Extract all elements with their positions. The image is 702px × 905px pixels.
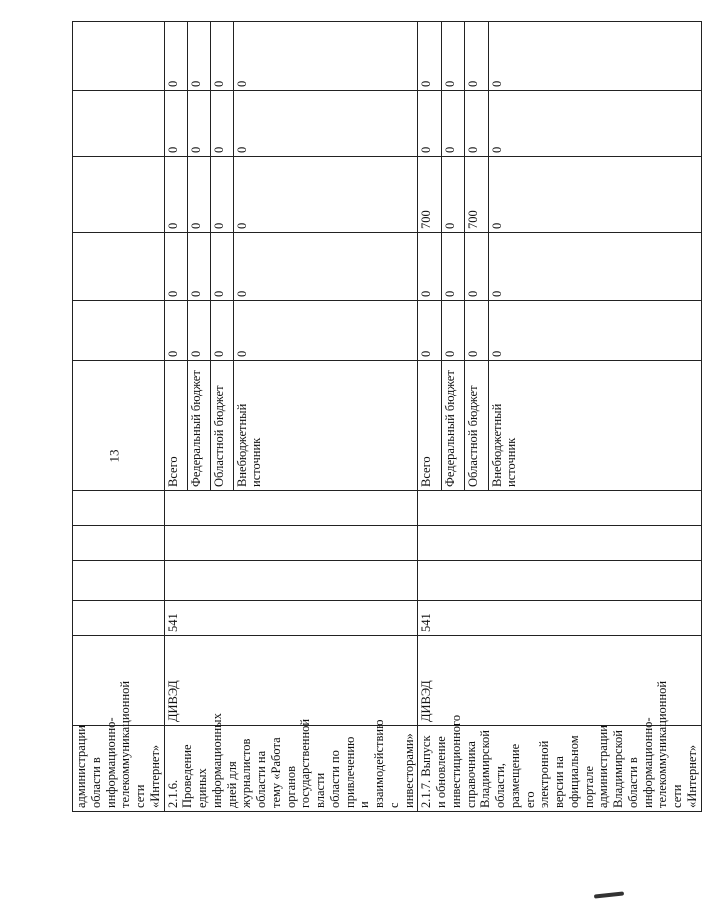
- value-cell: 0: [441, 301, 464, 361]
- value-cell: 0: [441, 91, 464, 157]
- blank-cell: [73, 491, 165, 526]
- value-cell: 0: [164, 91, 187, 157]
- value-cell: 0: [210, 22, 233, 91]
- value-cell: 0: [488, 91, 701, 157]
- blank-cell: [418, 491, 701, 526]
- blank-cell: [164, 526, 418, 561]
- value-cell: 0: [418, 22, 441, 91]
- value-cell: 0: [210, 233, 233, 301]
- value-cell: 0: [488, 233, 701, 301]
- value-cell: 0: [418, 301, 441, 361]
- source-cell: [73, 361, 165, 491]
- source-cell: Внебюджетный источник: [488, 361, 701, 491]
- value-cell: 0: [488, 301, 701, 361]
- value-cell: 0: [441, 22, 464, 91]
- value-cell: [73, 157, 165, 233]
- value-cell: 0: [465, 91, 488, 157]
- value-cell: 0: [441, 233, 464, 301]
- measure-name-cell: администрации области в информационно-телекоммуникационной сети «Интернет»: [73, 726, 165, 812]
- value-cell: 0: [210, 91, 233, 157]
- page-number: 13: [106, 449, 122, 463]
- value-cell: 0: [164, 301, 187, 361]
- blank-cell: [73, 561, 165, 601]
- source-cell: Областной бюджет: [465, 361, 488, 491]
- rotated-table-wrapper: [72, 22, 699, 812]
- source-cell: Внебюджетный источник: [233, 361, 418, 491]
- value-cell: 0: [418, 91, 441, 157]
- source-cell: Федеральный бюджет: [187, 361, 210, 491]
- value-cell: 0: [233, 157, 418, 233]
- budget-table: [72, 21, 702, 812]
- value-cell: 0: [164, 233, 187, 301]
- value-cell: 0: [488, 22, 701, 91]
- value-cell: 0: [418, 233, 441, 301]
- scan-smudge: [594, 891, 624, 898]
- table-row-continuation: [73, 22, 165, 812]
- blank-cell: [164, 561, 418, 601]
- value-cell: 0: [164, 22, 187, 91]
- table-row: [418, 22, 441, 812]
- value-cell: 0: [210, 301, 233, 361]
- value-cell: 0: [441, 157, 464, 233]
- source-cell: Всего: [164, 361, 187, 491]
- table-row: [164, 22, 187, 812]
- value-cell: 0: [187, 22, 210, 91]
- blank-cell: [418, 561, 701, 601]
- value-cell: 0: [233, 22, 418, 91]
- value-cell: 700: [418, 157, 441, 233]
- source-cell: Всего: [418, 361, 441, 491]
- value-cell: [73, 91, 165, 157]
- source-cell: Областной бюджет: [210, 361, 233, 491]
- measure-name-cell: 2.1.6. Проведение единых информационных дней для журналистов области на тему «Работа органов государственной власти области по привлечению и взаимодействию с инвесторами»: [164, 726, 418, 812]
- value-cell: 0: [187, 157, 210, 233]
- executor-cell: ДИВЭД: [164, 636, 418, 726]
- blank-cell: [164, 491, 418, 526]
- value-cell: [73, 233, 165, 301]
- blank-cell: [73, 526, 165, 561]
- blank-cell: [418, 526, 701, 561]
- value-cell: 0: [210, 157, 233, 233]
- value-cell: 700: [465, 157, 488, 233]
- value-cell: 0: [187, 91, 210, 157]
- value-cell: 0: [465, 301, 488, 361]
- value-cell: 0: [187, 301, 210, 361]
- code-cell: 541: [418, 601, 701, 636]
- code-cell: 541: [164, 601, 418, 636]
- value-cell: [73, 22, 165, 91]
- source-cell: Федеральный бюджет: [441, 361, 464, 491]
- executor-cell: ДИВЭД: [418, 636, 701, 726]
- value-cell: 0: [233, 91, 418, 157]
- code-cell: [73, 601, 165, 636]
- value-cell: [73, 301, 165, 361]
- value-cell: 0: [465, 233, 488, 301]
- measure-name-cell: 2.1.7. Выпуск и обновление инвестиционного справочника Владимирской области, размещение его электронной версии на официальном портале администрации Владимирской области в информационно-телекоммуникационной сети «Интернет»: [418, 726, 701, 812]
- value-cell: 0: [465, 22, 488, 91]
- value-cell: 0: [164, 157, 187, 233]
- value-cell: 0: [488, 157, 701, 233]
- value-cell: 0: [233, 233, 418, 301]
- value-cell: 0: [187, 233, 210, 301]
- value-cell: 0: [233, 301, 418, 361]
